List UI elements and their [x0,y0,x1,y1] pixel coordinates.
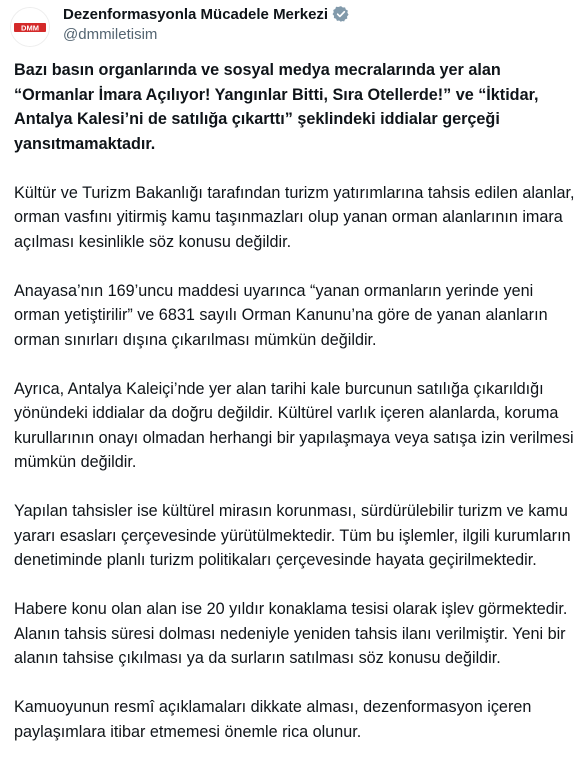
avatar[interactable] [10,7,50,47]
display-name-row [63,4,350,24]
svg-text:DMM: DMM [21,23,39,33]
verified-badge-icon[interactable] [332,5,350,23]
account-names [63,4,350,43]
tweet-paragraph: Kamuoyunun resmî açıklamaları dikkate alması, dezenformasyon içeren paylaşımlara itibar etmemesi önemle rica olunur. [14,698,532,741]
tweet-header [10,4,578,44]
tweet-paragraph: Habere konu olan alan ise 20 yıldır konaklama tesisi olarak işlev görmektedir. Alanın tahsis süresi dolması nedeniyle yeniden tahsis ilanı verilmiştir. Yeni bir alanın tahsise çıkılması ya da surların satılması söz konusu değildir. [14,600,568,667]
tweet-text [14,58,580,769]
tweet-paragraph: Kültür ve Turizm Bakanlığı tarafından turizm yatırımlarına tahsis edilen alanlar, orman vasfını yitirmiş kamu taşınmazları olup yanan orman alanlarının imara açılması kesinlikle söz konusu değildir. [14,183,575,251]
tweet-paragraph-headline: Bazı basın organlarında ve sosyal medya mecralarında yer alan “Ormanlar İmara Açılıyor! Yangınlar Bitti, Sıra Otellerde!” ve “İktidar, Antalya Kalesi’ni de satılığa çıkarttı” şeklindeki iddialar gerçeği yansıtmamaktadır. [14,61,539,153]
dmm-logo-icon [11,8,49,46]
account-handle[interactable]: @dmmiletisim [63,26,158,43]
tweet-paragraph: Ayrıca, Antalya Kaleiçi’nde yer alan tarihi kale burcunun satılığa çıkarıldığı yönündeki iddialar da doğru değildir. Kültürel varlık içeren alanlarda, koruma kurullarının onayı olmadan herhangi bir yapılaşmaya veya satışa izin verilmesi mümkün değildir. [14,379,574,471]
tweet-paragraph: Yapılan tahsisler ise kültürel mirasın korunması, sürdürülebilir turizm ve kamu yararı esasları çerçevesinde yürütülmektedir. Tüm bu işlemler, ilgili kurumların denetiminde planlı turizm politikaları çerçevesinde hayata geçirilmektedir. [14,502,571,569]
display-name[interactable]: Dezenformasyonla Mücadele Merkezi [63,5,329,23]
tweet-paragraph: Anayasa’nın 169’uncu maddesi uyarınca “yanan ormanların yerinde yeni orman yetiştirilir” ve 6831 sayılı Orman Kanunu’na göre de yanan alanların orman sınırları dışına çıkarılması mümkün değildir. [14,281,548,349]
